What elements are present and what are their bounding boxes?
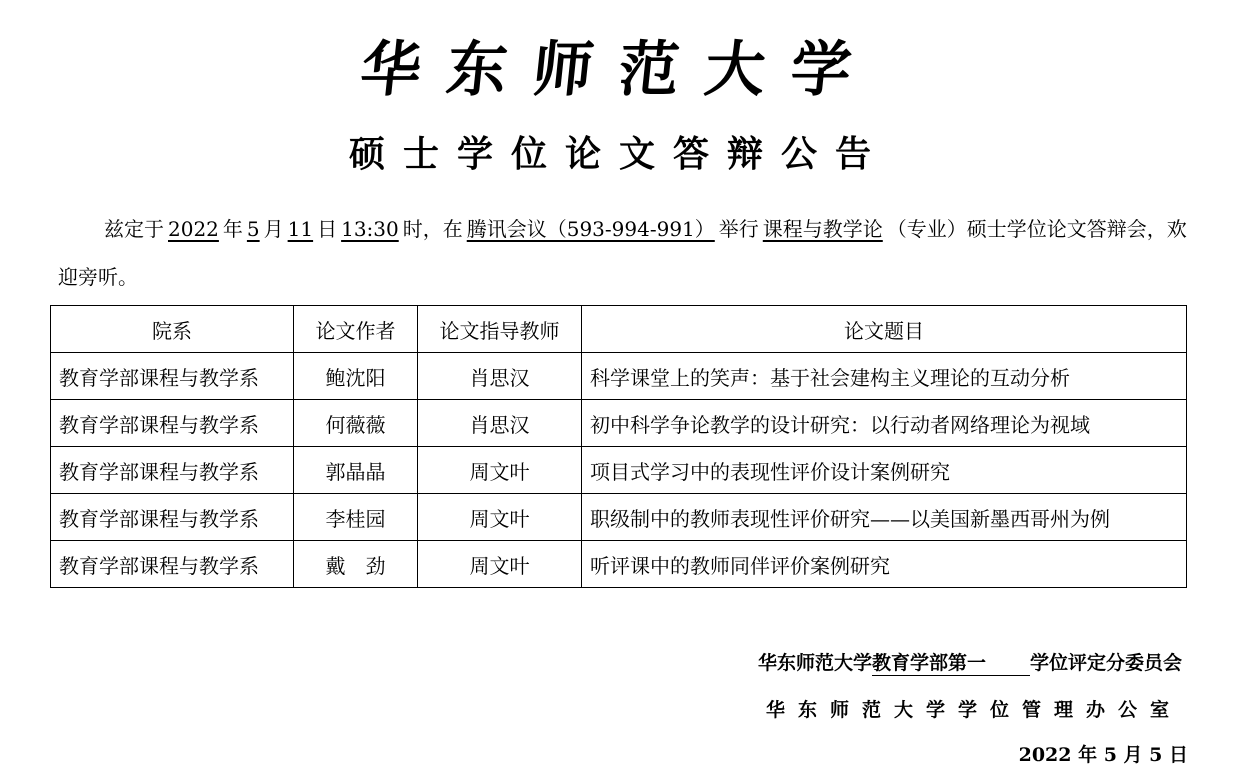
cell-author: 李桂园	[294, 494, 418, 541]
defense-time: 13:30	[341, 217, 399, 241]
defense-venue: 腾讯会议（593-994-991）	[466, 217, 715, 241]
committee-signature	[758, 648, 1182, 678]
committee-unit: 教育学部第一	[872, 651, 1030, 676]
intro-text-6: 举行	[718, 217, 759, 241]
cell-thesis-title: 听评课中的教师同伴评价案例研究	[582, 541, 1187, 588]
cell-thesis-title: 职级制中的教师表现性评价研究——以美国新墨西哥州为例	[582, 494, 1187, 541]
intro-text-4: 日	[317, 217, 338, 241]
committee-suffix: 学位评定分委员会	[1029, 652, 1182, 674]
defense-table	[50, 305, 1187, 588]
defense-day: 11	[287, 217, 314, 241]
cell-author: 何薇薇	[294, 400, 418, 447]
header-author: 论文作者	[294, 306, 418, 353]
defense-major: 课程与教学论	[762, 217, 883, 241]
table-row	[51, 400, 1187, 447]
cell-advisor: 肖思汉	[418, 400, 582, 447]
intro-text-3: 月	[263, 217, 284, 241]
notice-title: 硕士学位论文答辩公告	[348, 133, 889, 175]
cell-advisor: 肖思汉	[418, 353, 582, 400]
cell-author: 郭晶晶	[294, 447, 418, 494]
committee-prefix: 华东师范大学	[757, 652, 872, 674]
announcement-paragraph	[58, 205, 1198, 301]
header-advisor: 论文指导教师	[418, 306, 582, 353]
table-row	[51, 494, 1187, 541]
intro-text-7: （专业）硕士学位论文答辩会，欢迎旁听。	[58, 217, 1187, 289]
cell-department: 教育学部课程与教学系	[51, 447, 294, 494]
cell-department: 教育学部课程与教学系	[51, 400, 294, 447]
cell-thesis-title: 项目式学习中的表现性评价设计案例研究	[582, 447, 1187, 494]
office-signature: 华东师范大学学位管理办公室	[765, 699, 1182, 721]
cell-advisor: 周文叶	[418, 494, 582, 541]
university-title: 华东师范大学	[357, 35, 881, 105]
intro-text-2: 年	[222, 217, 243, 241]
cell-department: 教育学部课程与教学系	[51, 494, 294, 541]
defense-month: 5	[246, 217, 260, 241]
cell-author: 戴 劲	[294, 541, 418, 588]
cell-thesis-title: 科学课堂上的笑声：基于社会建构主义理论的互动分析	[582, 353, 1187, 400]
cell-department: 教育学部课程与教学系	[51, 353, 294, 400]
cell-department: 教育学部课程与教学系	[51, 541, 294, 588]
table-row	[51, 541, 1187, 588]
header-department: 院系	[51, 306, 294, 353]
defense-year: 2022	[168, 217, 219, 241]
cell-thesis-title: 初中科学争论教学的设计研究：以行动者网络理论为视域	[582, 400, 1187, 447]
header-thesis-title: 论文题目	[582, 306, 1187, 353]
table-header-row	[51, 306, 1187, 353]
cell-advisor: 周文叶	[418, 541, 582, 588]
cell-author: 鲍沈阳	[294, 353, 418, 400]
intro-text-5: 时，在	[402, 217, 463, 241]
cell-advisor: 周文叶	[418, 447, 582, 494]
issue-date: 2022 年 5 月 5 日	[1018, 744, 1188, 766]
table-row	[51, 447, 1187, 494]
table-row	[51, 353, 1187, 400]
intro-text-1: 兹定于	[104, 217, 164, 241]
